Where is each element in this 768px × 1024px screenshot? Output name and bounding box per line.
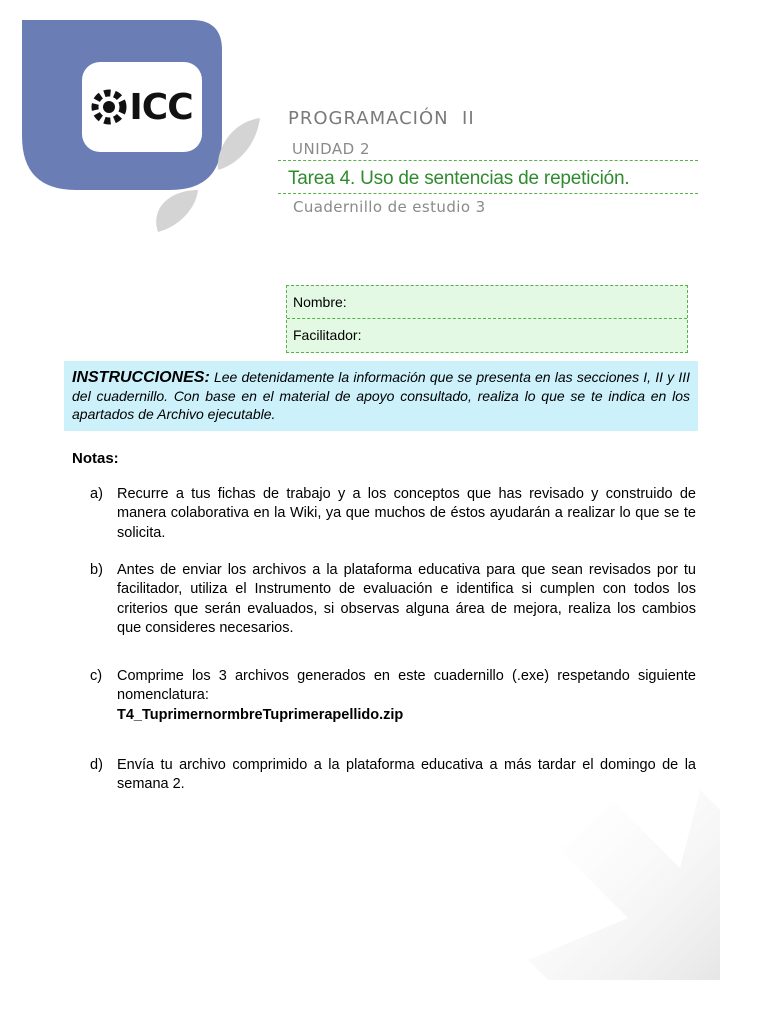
notes-title: Notas:: [72, 450, 119, 467]
list-item: [90, 561, 696, 638]
task-title: Tarea 4. Uso de sentencias de repetición.: [288, 168, 630, 189]
name-label: Nombre:: [293, 294, 347, 310]
divider: [278, 193, 698, 194]
list-marker: c): [90, 668, 103, 684]
filename-text: T4_TuprimernormbreTuprimerapellido.zip: [117, 706, 404, 723]
divider: [278, 160, 698, 161]
student-info-box: [286, 285, 688, 353]
list-marker: d): [90, 757, 103, 773]
list-item: [90, 756, 696, 795]
subtitle: Cuadernillo de estudio 3: [293, 198, 486, 216]
instructions-box: [64, 361, 698, 431]
gear-icon: [91, 89, 127, 125]
logo: [82, 62, 202, 152]
facilitator-label: Facilitador:: [293, 327, 362, 343]
instructions-body: Lee detenidamente la información que se presenta en las secciones I, II y III del cuadernillo. Con base en el material de apoyo consultado, realiza lo que se te indica en los apartados de Archivo ejecutable.: [72, 369, 690, 422]
list-item-text: Envía tu archivo comprimido a la plataforma educativa a más tardar el domingo de la semana 2.: [117, 757, 696, 793]
list-item: [90, 667, 696, 725]
list-item: [90, 485, 696, 543]
instructions-heading: INSTRUCCIONES:: [72, 369, 210, 386]
logo-text: ICC: [129, 86, 193, 128]
course-title: PROGRAMACIÓN II: [288, 108, 475, 129]
unit-label: UNIDAD 2: [292, 140, 371, 158]
divider: [287, 318, 687, 319]
list-marker: a): [90, 486, 103, 502]
list-marker: b): [90, 562, 103, 578]
list-item-text: Recurre a tus fichas de trabajo y a los conceptos que has revisado y construido de manera colaborativa en la Wiki, ya que muchos de éstos ayudarán a realizar lo que se te solicita.: [117, 486, 696, 541]
list-item-text: Antes de enviar los archivos a la plataforma educativa para que sean revisados por tu facilitador, utiliza el Instrumento de evaluación e identifica si cumplen con todos los criterios que serán evaluados, si observas alguna área de mejora, realiza los cambios que consideres necesarios.: [117, 562, 696, 636]
list-item-text: Comprime los 3 archivos generados en este cuadernillo (.exe) respetando siguiente nomenclatura:: [117, 668, 696, 704]
